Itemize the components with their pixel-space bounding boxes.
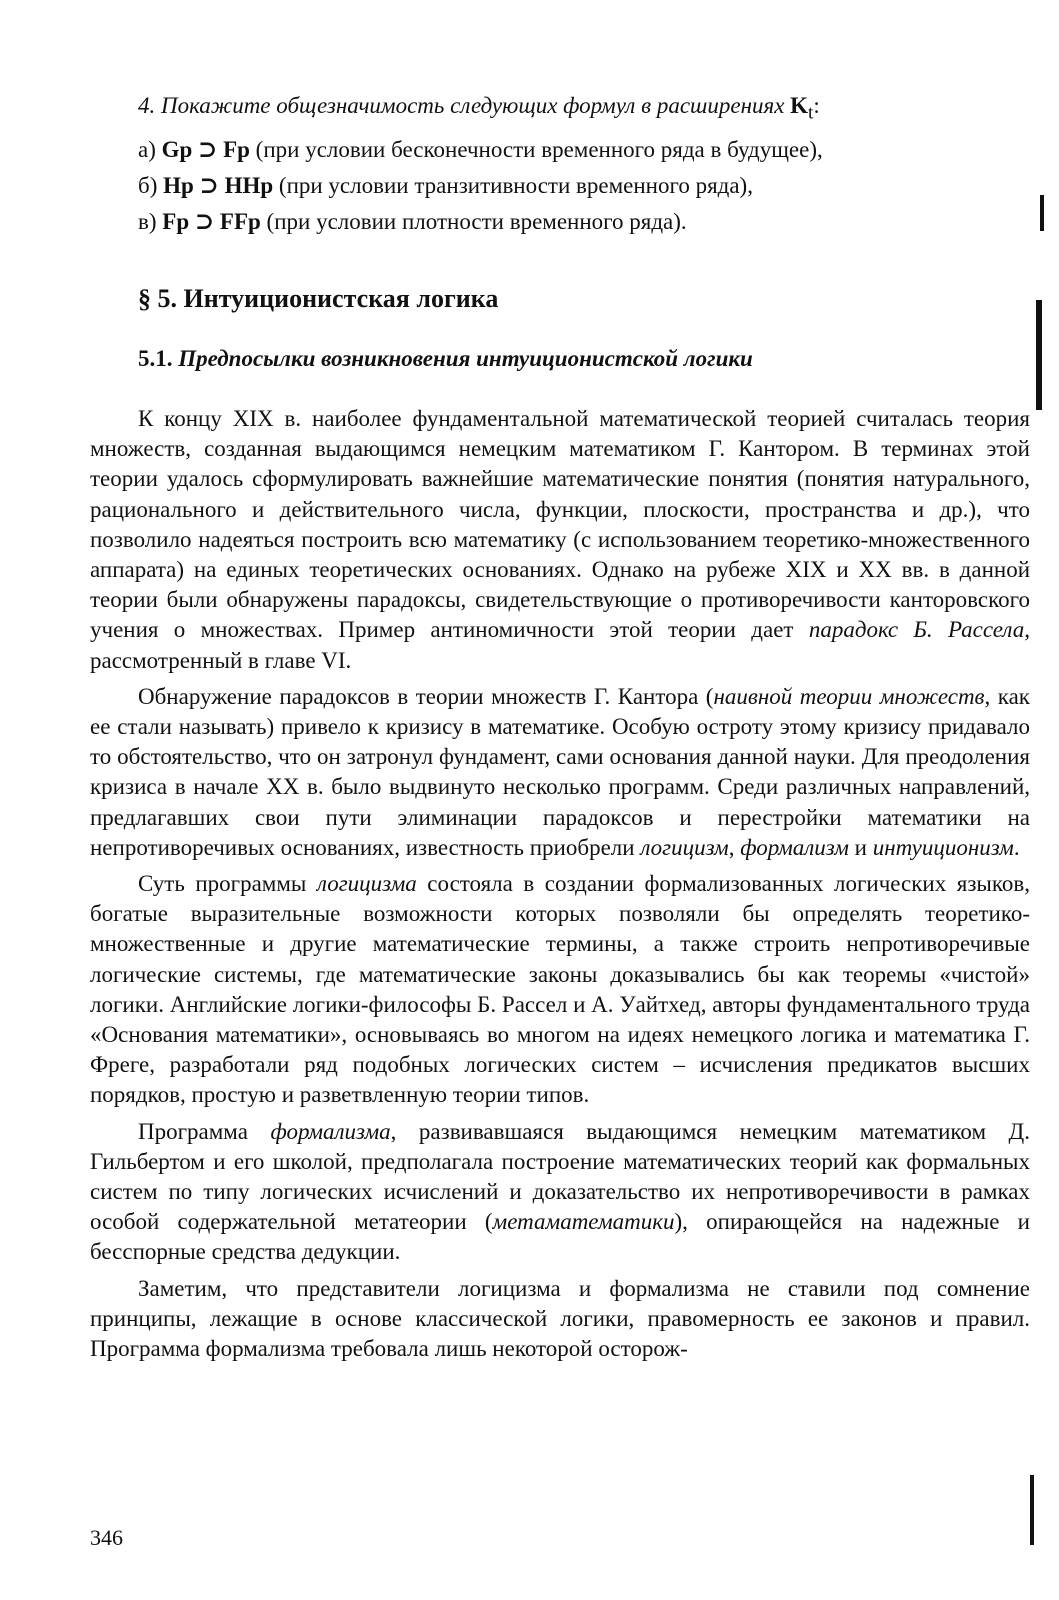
scan-mark-1 — [1040, 195, 1044, 231]
page-content — [90, 88, 1030, 1362]
scan-mark-2 — [1036, 300, 1042, 410]
exercise-4 — [138, 88, 1030, 240]
exercise-item-b: б) Hp ⊃ HHp (при условии транзитивности временного ряда), — [138, 172, 753, 198]
exercise-heading: 4. Покажите общезначимость следующих формул в расширениях $K_t$: — [138, 93, 820, 124]
body-text — [90, 404, 1030, 1370]
paragraph-4: Программа формализма, развивавшаяся выдающимся немецким математиком Д. Гильбертом и его школой, предполагала построение математических теорий как формальных систем по типу логических исчислений и доказательство их непротиворечивости в рамках особой содержательной метатеории (метаматематики), опирающейся на надежные и бесспорные средства дедукции. — [90, 1118, 1030, 1265]
page-number: 346 — [90, 1525, 123, 1550]
exercise-item-a: а) Gp ⊃ Fp (при условии бесконечности временного ряда в будущее), — [138, 136, 823, 162]
section-title: § 5. Интуиционистская логика — [138, 284, 499, 313]
paragraph-1: К концу XIX в. наиболее фундаментальной математической теорией считалась теория множеств, созданная выдающимся немецким математиком Г. Кантором. В терминах этой теории удалось сформулировать важнейшие математические понятия (понятия натурального, рационального и действительного числа, функции, плоскости, пространства и др.), что позволило надеяться построить всю математику (с использованием теоретико-множественного аппарата) на единых теоретических основаниях. Однако на рубеже XIX и XX вв. в данной теории были обнаружены парадоксы, свидетельствующие о противоречивости канторовского учения о множествах. Пример антиномичности этой теории дает парадокс Б. Рассела, рассмотренный в главе VI. — [90, 406, 1030, 673]
paragraph-2: Обнаружение парадоксов в теории множеств Г. Кантора (наивной теории множеств, как ее стали называть) привело к кризису в математике. Особую остроту этому кризису придавало то обстоятельство, что он затронул фундамент, сами основания данной науки. Для преодоления кризиса в начале XX в. было выдвинуто несколько программ. Среди различных направлений, предлагавших свои пути элиминации парадоксов и перестройки математики на непротиворечивых основаниях, известность приобрели логицизм, формализм и интуиционизм. — [90, 683, 1030, 860]
subsection-title: 5.1. Предпосылки возникновения интуиционистской логики — [138, 346, 753, 371]
paragraph-3: Суть программы логицизма состояла в создании формализованных логических языков, богатые выразительные возможности которых позволяли бы определять теоретико-множественные и другие математические термины, а также строить непротиворечивые логические системы, где математические законы доказывались бы как теоремы «чистой» логики. Английские логики-философы Б. Рассел и А. Уайтхед, авторы фундаментального труда «Основания математики», основываясь во многом на идеях немецкого логика и математика Г. Фреге, разработали ряд подобных логических систем – исчисления предикатов высших порядков, простую и разветвленную теории типов. — [90, 871, 1030, 1108]
exercise-item-c: в) Fp ⊃ FFp (при условии плотности временного ряда). — [138, 208, 687, 234]
paragraph-5: Заметим, что представители логицизма и формализма не ставили под сомнение принципы, лежащие в основе классической логики, правомерность ее законов и правил. Программа формализма требовала лишь некоторой осторож- — [90, 1275, 1030, 1362]
scan-mark-3 — [1030, 1475, 1034, 1545]
